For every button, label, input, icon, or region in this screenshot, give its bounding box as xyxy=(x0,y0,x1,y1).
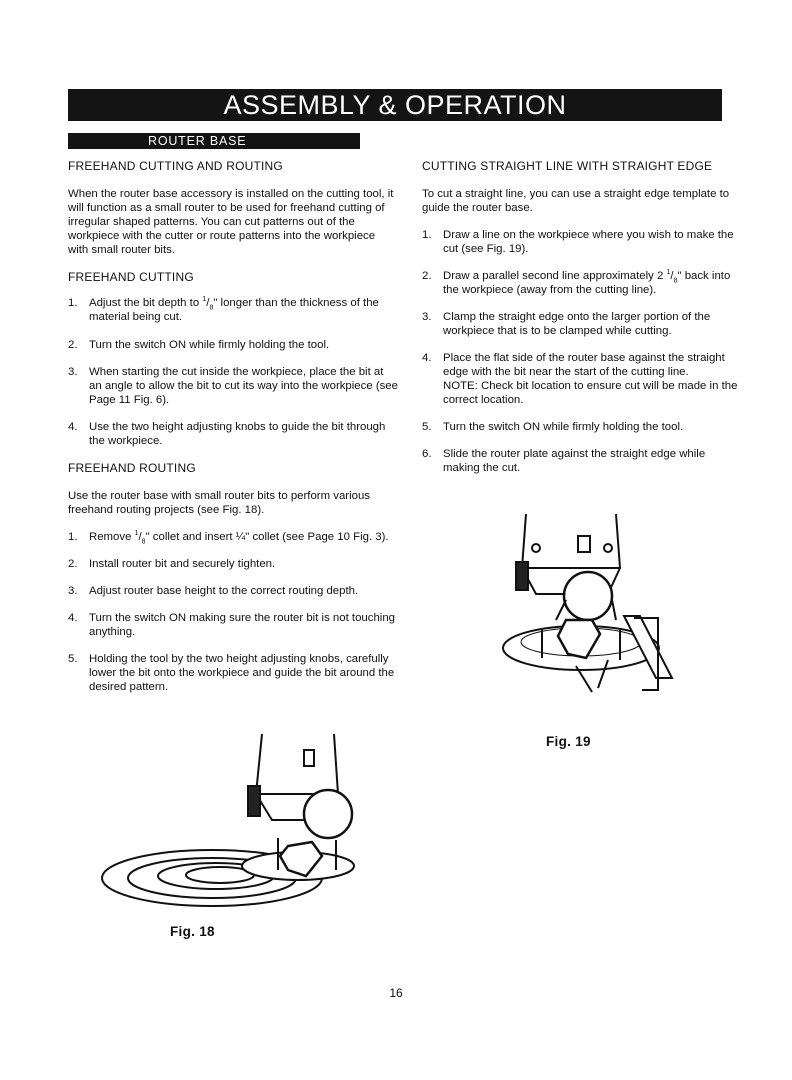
list-item: 3. When starting the cut inside the workpiece, place the bit at an angle to allow the bit to cut its way into the workpiece (see Page 11 Fig. 6). xyxy=(68,366,398,406)
fig-18-illustration xyxy=(92,728,368,928)
list-item: 5. Turn the switch ON while firmly holding the tool. xyxy=(422,421,684,433)
list-item: 3. Clamp the straight edge onto the larger portion of the workpiece that is to be clamped while cutting. xyxy=(422,311,711,337)
fig-19-caption: Fig. 19 xyxy=(546,734,591,749)
right-column xyxy=(422,159,744,475)
list-item: 2. Turn the switch ON while firmly holding the tool. xyxy=(68,339,330,351)
straight-edge-intro: To cut a straight line, you can use a straight edge template to guide the router base. xyxy=(422,188,730,214)
fig-18-caption: Fig. 18 xyxy=(170,924,215,939)
section-title-text: ROUTER BASE xyxy=(148,134,247,148)
left-column xyxy=(68,159,398,694)
heading-freehand-routing: FREEHAND ROUTING xyxy=(68,461,196,475)
list-item: 4. Use the two height adjusting knobs to guide the bit through the workpiece. xyxy=(68,421,386,447)
list-item: 1. Adjust the bit depth to $^1/_8$" longer than the thickness of the material being cut. xyxy=(68,296,379,323)
note-text: NOTE: Check bit location to ensure cut will be made in the correct location. xyxy=(443,380,738,406)
list-item: 2. Install router bit and securely tighten. xyxy=(68,558,276,570)
fig-19-illustration xyxy=(496,508,686,698)
list-item: 6. Slide the router plate against the straight edge while making the cut. xyxy=(422,448,706,474)
straight-edge-steps xyxy=(422,228,744,475)
page-number: 16 xyxy=(389,986,403,1000)
list-item: 5. Holding the tool by the two height adjusting knobs, carefully lower the bit onto the workpiece and guide the bit around the desired pattern. xyxy=(68,653,395,693)
freehand-routing-steps xyxy=(68,530,398,694)
list-item: 1. Draw a line on the workpiece where you wish to make the cut (see Fig. 19). xyxy=(422,229,734,255)
heading-freehand-cutting-routing: FREEHAND CUTTING AND ROUTING xyxy=(68,159,283,173)
list-item: 1. Remove $^1/_8$" collet and insert ¼" collet (see Page 10 Fig. 3). xyxy=(68,530,389,546)
freehand-cutting-steps xyxy=(68,296,398,448)
list-item: 3. Adjust router base height to the correct routing depth. xyxy=(68,585,359,597)
section-title xyxy=(68,133,360,149)
list-item: 2. Draw a parallel second line approximately 2 $^1/_8$" back into the workpiece (away from the cutting line). xyxy=(422,269,731,296)
page-title: ASSEMBLY & OPERATION xyxy=(68,89,722,121)
intro-paragraph: When the router base accessory is installed on the cutting tool, it will function as a small router to be used for freehand cutting of irregular shaped patterns. You can cut patterns out of the workpiece with the cutter or route patterns into the workpiece with small router bits. xyxy=(68,188,394,256)
routing-intro: Use the router base with small router bits to perform various freehand routing projects (see Fig. 18). xyxy=(68,490,370,516)
list-item: 4. Place the flat side of the router base against the straight edge with the bit near the start of the cutting line. NOTE: Check bit location to ensure cut will be made in the correct location. xyxy=(422,352,738,406)
heading-straight-edge: CUTTING STRAIGHT LINE WITH STRAIGHT EDGE xyxy=(422,159,713,173)
list-item: 4. Turn the switch ON making sure the router bit is not touching anything. xyxy=(68,612,396,638)
heading-freehand-cutting: FREEHAND CUTTING xyxy=(68,270,194,284)
